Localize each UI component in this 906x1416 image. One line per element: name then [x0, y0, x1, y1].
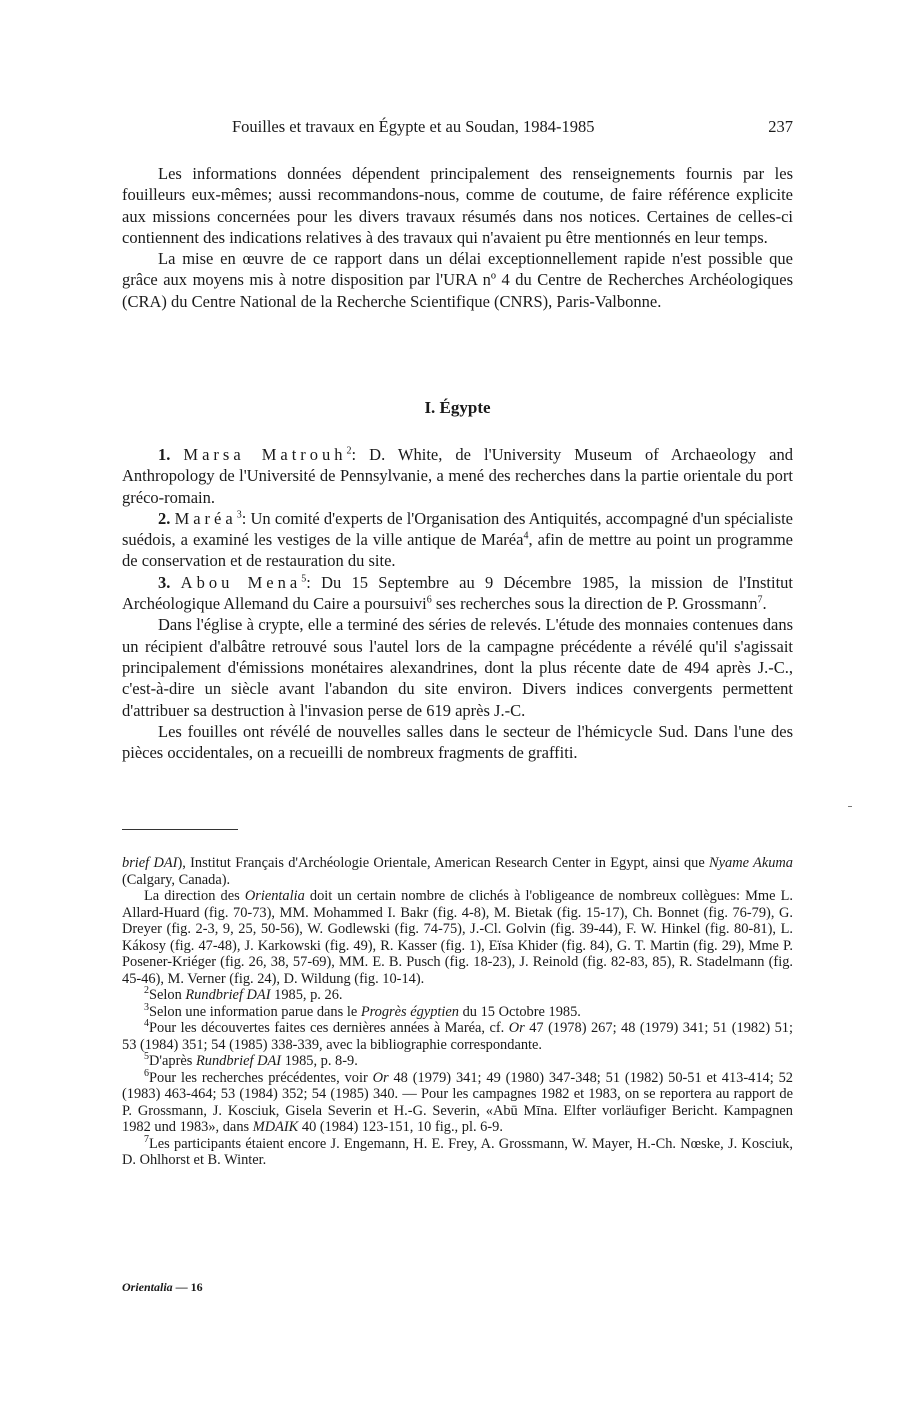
section-title: I. Égypte	[424, 398, 491, 417]
journal-name: Orientalia	[122, 1280, 173, 1294]
entry-number: 2.	[158, 508, 171, 528]
page-number: 237	[768, 117, 793, 136]
footnote-text: du 15 Octobre 1985.	[459, 1003, 581, 1020]
footnote-text: (Calgary, Canada).	[122, 871, 231, 888]
footnote-number: 3	[144, 1001, 149, 1013]
footnote-ref: 4	[523, 530, 529, 542]
footnote-ref: 5	[301, 573, 307, 585]
footnote	[122, 1133, 793, 1169]
site-name: Marsa Matrouh	[183, 445, 347, 464]
entry-text: ses recherches sous la direction de P. Grossmann	[431, 594, 758, 614]
footnote	[122, 888, 793, 987]
footnotes	[122, 855, 793, 1169]
signature-number: 16	[190, 1280, 203, 1294]
italic-ref: Or	[508, 1020, 525, 1036]
footnote-text: Pour les recherches précédentes, voir	[149, 1069, 373, 1086]
entry-number: 1.	[158, 445, 171, 464]
footnote-text: 1985, p. 8-9.	[281, 1053, 358, 1069]
footnote	[122, 855, 793, 888]
footnote-text: Selon une information parue dans le	[149, 1003, 361, 1020]
italic-ref: Progrès égyptien	[360, 1003, 459, 1020]
footnote-number: 5	[144, 1051, 149, 1063]
italic-ref: MDAIK	[252, 1119, 299, 1135]
italic-ref: Or	[372, 1069, 389, 1086]
footnote-number: 7	[144, 1133, 149, 1145]
running-header	[122, 117, 793, 141]
italic-ref: Nyame Akuma	[709, 855, 793, 871]
footnote	[122, 1001, 793, 1021]
footnote-text: 48 (1979) 341; 49 (1980) 347-348; 51 (1982) 50-51 et 413-414; 52 (1983) 463-464; 53 (1984) 352; 54 (1985) 340. — Pour les campagnes 1982 et 1983, on se reportera au rapport de P. Grossmann, J. Kosciuk, Gisela Severin et H.-G. Severin, «Abū Mīna. Elfter vorläufiger Bericht. Kampagnen 1982 und 1983», dans	[122, 1069, 793, 1135]
separator: —	[172, 1280, 191, 1294]
entry-paragraph	[122, 508, 793, 572]
scan-speck	[848, 806, 852, 807]
signature-mark	[122, 1280, 203, 1295]
intro-paragraph: La mise en œuvre de ce rapport dans un délai exceptionnellement rapide n'est possible que grâce aux moyens mis à notre disposition par l'URA nº 4 du Centre de Recherches Archéologiques (CRA) du Centre National de la Recherche Scientifique (CNRS), Paris-Valbonne.	[122, 249, 793, 311]
entry-text: , afin de mettre au point un programme de conservation et de restauration du site.	[122, 530, 793, 571]
italic-ref: brief DAI	[122, 855, 178, 871]
footnote-ref: 3	[236, 509, 242, 521]
footnote-text: Les participants étaient encore J. Engemann, H. E. Frey, A. Grossmann, W. Mayer, H.-Ch. Nœske, J. Kosciuk, D. Ohlhorst et B. Winter.	[122, 1135, 793, 1168]
footnote-text: ), Institut Français d'Archéologie Orientale, American Research Center in Egypt, ainsi que	[177, 855, 710, 871]
footnote-text: Selon	[149, 987, 186, 1003]
entry-paragraph	[122, 444, 793, 508]
entries-section	[122, 444, 793, 763]
italic-ref: Rundbrief DAI	[195, 1053, 282, 1069]
footnote	[122, 987, 793, 1004]
body-paragraph: Dans l'église à crypte, elle a terminé des séries de relevés. L'étude des monnaies contenues dans un récipient d'albâtre retrouvé sous l'autel lors de la campagne précédente a révélé qu'il s'agissait principalement d'émissions monétaires alexandrines, dont la plus récente date de 494 après J.-C., c'est-à-dire un siècle avant l'abandon du site environ. Divers indices convergents permettent d'attribuer sa destruction à l'invasion perse de 619 après J.-C.	[122, 615, 793, 720]
footnote-number: 2	[144, 985, 149, 997]
running-title: Fouilles et travaux en Égypte et au Soudan, 1984-1985	[232, 117, 595, 136]
entry-paragraph	[122, 572, 793, 615]
footnote	[122, 1067, 793, 1136]
footnote-text: 40 (1984) 123-151, 10 fig., pl. 6-9.	[298, 1119, 503, 1135]
body-paragraph: Les fouilles ont révélé de nouvelles salles dans le secteur de l'hémicycle Sud. Dans l'une des pièces occidentales, on a recueilli de nombreux fragments de graffiti.	[122, 721, 793, 763]
footnote-text: Pour les découvertes faites ces dernières années à Maréa, cf.	[149, 1020, 509, 1036]
intro-section	[122, 163, 793, 312]
entry-text: .	[762, 594, 767, 614]
footnote-number: 4	[144, 1018, 149, 1030]
italic-ref: Orientalia	[244, 888, 305, 904]
footnote-number: 6	[144, 1067, 149, 1079]
site-name: Maréa	[174, 508, 237, 528]
footnote-ref: 6	[426, 594, 432, 606]
footnote-text: 47 (1978) 267; 48 (1979) 341; 51 (1982) 51; 53 (1984) 351; 54 (1985) 338-339, avec la bibliographie correspondante.	[122, 1020, 793, 1053]
entry-number: 3.	[158, 572, 171, 592]
entry-text: : D. White, de l'University Museum of Archaeology and Anthropology de l'Université de Pennsylvanie, a mené des recherches dans la partie orientale du port gréco-romain.	[122, 445, 794, 507]
site-name: Abou Mena	[180, 572, 302, 592]
footnote-text: La direction des	[144, 888, 245, 904]
footnote	[122, 1020, 793, 1053]
footnote-rule	[122, 829, 238, 830]
footnote-ref: 2	[346, 445, 352, 457]
footnote-text: D'après	[149, 1053, 196, 1069]
entry-text: : Du 15 Septembre au 9 Décembre 1985, la mission de l'Institut Archéologique Allemand du Caire a poursuivi	[122, 572, 794, 614]
footnote	[122, 1053, 793, 1070]
footnote-ref: 7	[757, 594, 763, 606]
footnote-text: doit un certain nombre de clichés à l'obligeance de nombreux collègues: Mme L. Allard-Huard (fig. 70-73), MM. Mohammed I. Bakr (fig. 4-8), M. Bietak (fig. 15-17), Ch. Bonnet (fig. 76-79), G. Dreyer (fig. 2-3, 9, 25, 50-56), W. Godlewski (fig. 74-75), J.-Cl. Golvin (fig. 39-44), F. W. Hinkel (fig. 80-81), L. Kákosy (fig. 47-48), J. Karkowski (fig. 49), R. Kasser (fig. 1), Eïsa Khider (fig. 84), G. T. Martin (fig. 29), Mme P. Posener-Kriéger (fig. 26, 38, 57-69), MM. E. B. Pusch (fig. 18-23), J. Reinold (fig. 82-83, 85), R. Stadelmann (fig. 45-46), M. Verner (fig. 24), D. Wildung (fig. 10-14).	[122, 888, 793, 987]
entry-text: : Un comité d'experts de l'Organisation des Antiquités, accompagné d'un spécialiste suédois, a examiné les vestiges de la ville antique de Maréa	[122, 508, 794, 550]
italic-ref: Rundbrief DAI	[185, 987, 271, 1003]
footnote-text: 1985, p. 26.	[270, 987, 343, 1003]
intro-paragraph: Les informations données dépendent principalement des renseignements fournis par les fouilleurs eux-mêmes; aussi recommandons-nous, comme de coutume, de faire référence explicite aux missions concernées pour les divers travaux résumés dans nos notices. Certaines de celles-ci contiennent des indications relatives à des travaux qui n'avaient pu être mentionnés en leur temps.	[122, 164, 793, 247]
